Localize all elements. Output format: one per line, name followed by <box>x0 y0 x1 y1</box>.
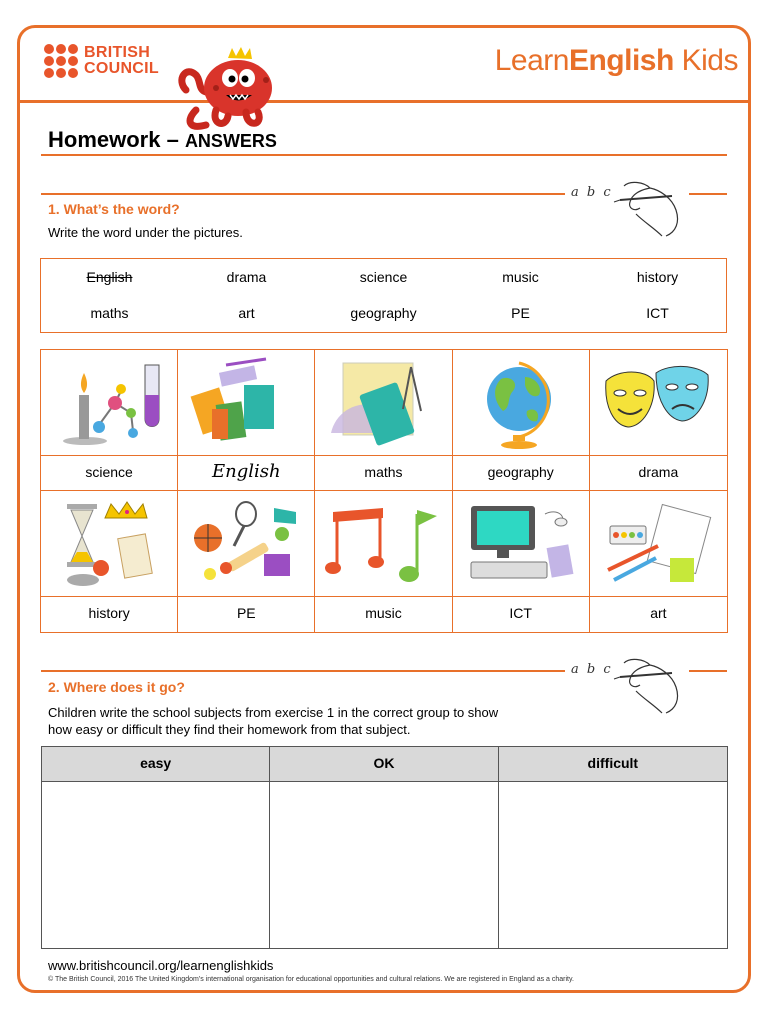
picture-cell <box>590 491 727 597</box>
word-bank-item: PE <box>511 305 530 321</box>
abc-label: a b c <box>571 185 613 200</box>
picture-cell <box>41 491 178 597</box>
picture-label: PE <box>178 597 315 632</box>
column-ok-area[interactable] <box>270 782 498 948</box>
hourglass-crown-icon <box>49 496 169 592</box>
british-council-dots-icon <box>44 44 78 78</box>
word-bank-item: history <box>636 269 679 285</box>
word-bank-item: music <box>502 269 539 285</box>
picture-cell <box>453 350 590 456</box>
picture-label: art <box>650 605 667 621</box>
section-1-rule <box>41 193 565 195</box>
bc-wordmark-line-2: COUNCIL <box>84 60 159 77</box>
abc-label: a b c <box>571 662 613 677</box>
column-header-ok: OK <box>270 747 498 782</box>
column-header-easy: easy <box>42 747 270 782</box>
section-1-heading: 1. What’s the word? <box>48 201 180 217</box>
maths-icon <box>323 355 443 451</box>
mascot-icon <box>176 40 286 132</box>
word-bank-item: ICT <box>646 305 669 321</box>
picture-cell <box>41 350 178 456</box>
picture-cell <box>453 491 590 597</box>
picture-grid <box>40 349 728 633</box>
picture-cell <box>590 350 727 456</box>
picture-cell <box>178 491 315 597</box>
globe-icon <box>461 355 581 451</box>
art-supplies-icon <box>598 496 718 592</box>
picture-label: geography <box>453 456 590 491</box>
writing-hand-icon <box>610 655 688 715</box>
picture-label: science <box>41 456 178 491</box>
difficulty-table <box>41 746 728 949</box>
word-bank-item: art <box>238 305 255 321</box>
music-notes-icon <box>323 496 443 592</box>
section-2-heading: 2. Where does it go? <box>48 679 185 695</box>
section-2-rule <box>41 670 565 672</box>
learnenglish-kids-logo <box>495 44 738 78</box>
title-answers: ANSWERS <box>184 131 277 151</box>
footer-copyright: © The British Council, 2016 The United Kingdom’s international organisation for educational opportunities and cultural relations. We are registered in England as a charity. <box>48 976 574 983</box>
picture-label-handwritten: English <box>178 456 315 491</box>
column-header-difficult: difficult <box>499 747 727 782</box>
section-2-instruction-line-2: how easy or difficult they find their homework from that subject. <box>48 722 411 737</box>
lek-logo-learn: Learn <box>494 44 569 77</box>
title-divider <box>41 154 727 156</box>
section-1-instruction: Write the word under the pictures. <box>48 225 243 240</box>
theatre-masks-icon <box>598 355 718 451</box>
section-2-instruction-line-1: Children write the school subjects from exercise 1 in the correct group to show <box>48 705 499 720</box>
section-2-rule-end <box>689 670 727 672</box>
header-divider <box>19 100 749 103</box>
word-bank-item: geography <box>350 305 417 321</box>
british-council-wordmark <box>84 45 159 77</box>
section-1-rule-end <box>689 193 727 195</box>
title-main: Homework – <box>48 127 185 152</box>
books-icon <box>186 355 306 451</box>
word-bank <box>40 258 727 333</box>
column-easy-area[interactable] <box>42 782 270 948</box>
picture-cell <box>315 491 452 597</box>
lek-logo-kids: Kids <box>673 44 738 77</box>
column-difficult-area[interactable] <box>499 782 727 948</box>
page-title <box>48 127 277 153</box>
picture-cell <box>315 350 452 456</box>
bc-wordmark-line-1: BRITISH <box>84 44 151 61</box>
writing-hand-icon <box>610 178 688 238</box>
picture-label: drama <box>590 456 727 491</box>
word-bank-item: maths <box>90 305 129 321</box>
picture-label: music <box>315 597 452 632</box>
word-bank-item: English <box>86 269 133 285</box>
picture-label: history <box>41 597 178 632</box>
british-council-logo <box>44 44 159 78</box>
picture-label: ICT <box>453 597 590 632</box>
computer-icon <box>461 496 581 592</box>
picture-label: maths <box>315 456 452 491</box>
word-bank-item: science <box>359 269 408 285</box>
sports-equipment-icon <box>186 496 306 592</box>
word-bank-item: drama <box>226 269 267 285</box>
science-icon <box>49 355 169 451</box>
picture-cell <box>178 350 315 456</box>
lek-logo-english: English <box>568 44 674 77</box>
footer-url[interactable]: www.britishcouncil.org/learnenglishkids <box>48 958 274 973</box>
